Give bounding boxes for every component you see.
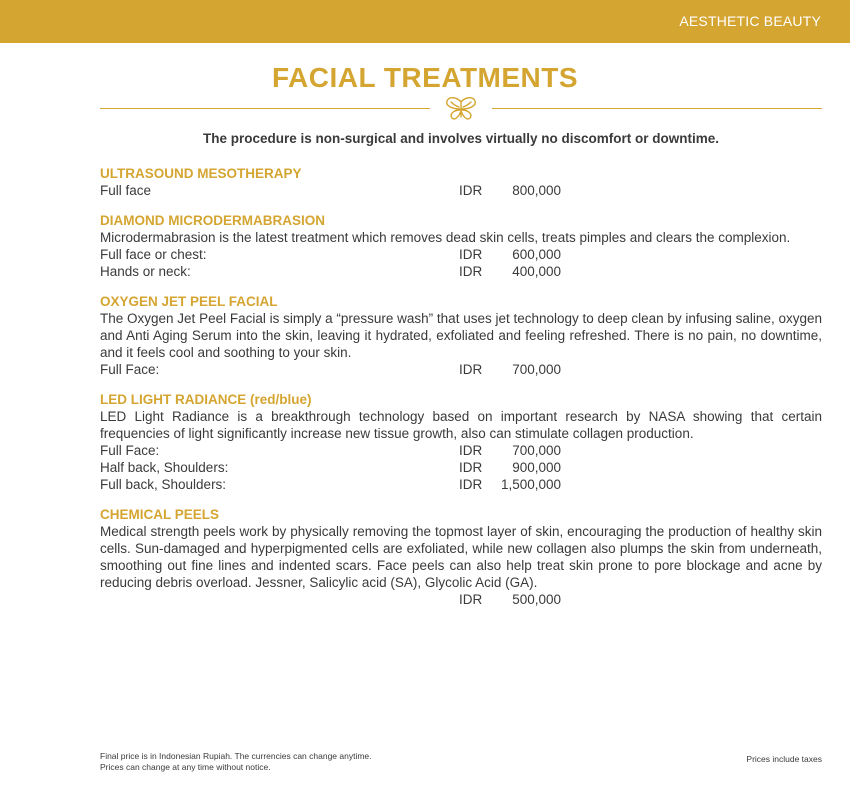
footer-notes [100,751,372,773]
price-label: Full Face: [100,443,160,458]
price-amount: 500,000 [512,592,561,607]
price-currency: IDR [459,264,483,279]
price-row [100,476,822,493]
footer-taxes-note: Prices include taxes [746,754,822,764]
price-label: Full back, Shoulders: [100,477,227,492]
title-divider-right [492,108,822,109]
price-amount: 900,000 [512,460,561,475]
price-currency: IDR [459,460,483,475]
price-currency: IDR [459,183,483,198]
footer-note-currency: Final price is in Indonesian Rupiah. The currencies can change anytime. [100,751,372,761]
treatment-title: OXYGEN JET PEEL FACIAL [100,294,278,309]
header-bar [0,0,850,43]
price-row [100,591,822,608]
title-divider-left [100,108,430,109]
footer-note-changes: Prices can change at any time without notice. [100,762,271,772]
treatment-description: LED Light Radiance is a breakthrough technology based on important research by NASA showing that certain frequencies of light significantly increase new tissue growth, also can stimulate collagen production. [100,409,822,441]
treatment-list [100,165,822,621]
treatment-description: Medical strength peels work by physically removing the topmost layer of skin, encouraging the production of healthy skin cells. Sun-damaged and hyperpigmented cells are exfoliated, while new collagen also plumps the skin from underneath, smoothing out fine lines and indented scars. Face peels can also help treat skin prone to pore blockage and acne by reducing debris overload. Jessner, Salicylic acid (SA), Glycolic Acid (GA). [100,524,822,590]
price-label: Half back, Shoulders: [100,460,229,475]
price-amount: 700,000 [512,362,561,377]
price-amount: 600,000 [512,247,561,262]
price-label: Full face [100,183,152,198]
treatment-description: Microdermabrasion is the latest treatment which removes dead skin cells, treats pimples and clears the complexion. [100,230,791,245]
price-amount: 400,000 [512,264,561,279]
price-row [100,442,822,459]
brand-label: AESTHETIC BEAUTY [679,13,821,29]
price-row [100,246,822,263]
treatment-section [100,391,822,493]
price-amount: 700,000 [512,443,561,458]
page-subtitle: The procedure is non-surgical and involves virtually no discomfort or downtime. [202,131,720,146]
treatment-title: LED LIGHT RADIANCE (red/blue) [100,392,312,407]
price-label: Full face or chest: [100,247,207,262]
treatment-title: CHEMICAL PEELS [100,507,220,522]
treatment-section [100,165,822,199]
price-row [100,459,822,476]
price-currency: IDR [459,443,483,458]
page-title: FACIAL TREATMENTS [271,62,579,93]
treatment-section [100,506,822,608]
price-currency: IDR [459,247,483,262]
price-row [100,361,822,378]
treatment-description: The Oxygen Jet Peel Facial is simply a “pressure wash” that uses jet technology to deep clean by infusing saline, oxygen and Anti Aging Serum into the skin, leaving it hydrated, exfoliated and feeling refreshed. There is no pain, no downtime, and it feels cool and soothing to your skin. [100,311,822,360]
butterfly-icon [441,96,481,122]
price-amount: 800,000 [512,183,561,198]
treatment-title: ULTRASOUND MESOTHERAPY [100,166,302,181]
treatment-title: DIAMOND MICRODERMABRASION [100,213,325,228]
price-amount: 1,500,000 [500,477,561,492]
treatment-section [100,293,822,378]
price-label: Hands or neck: [100,264,191,279]
treatment-section [100,212,822,280]
price-row [100,263,822,280]
price-currency: IDR [459,592,483,607]
price-currency: IDR [459,362,483,377]
price-label: Full Face: [100,362,160,377]
price-row [100,182,822,199]
price-currency: IDR [459,477,483,492]
